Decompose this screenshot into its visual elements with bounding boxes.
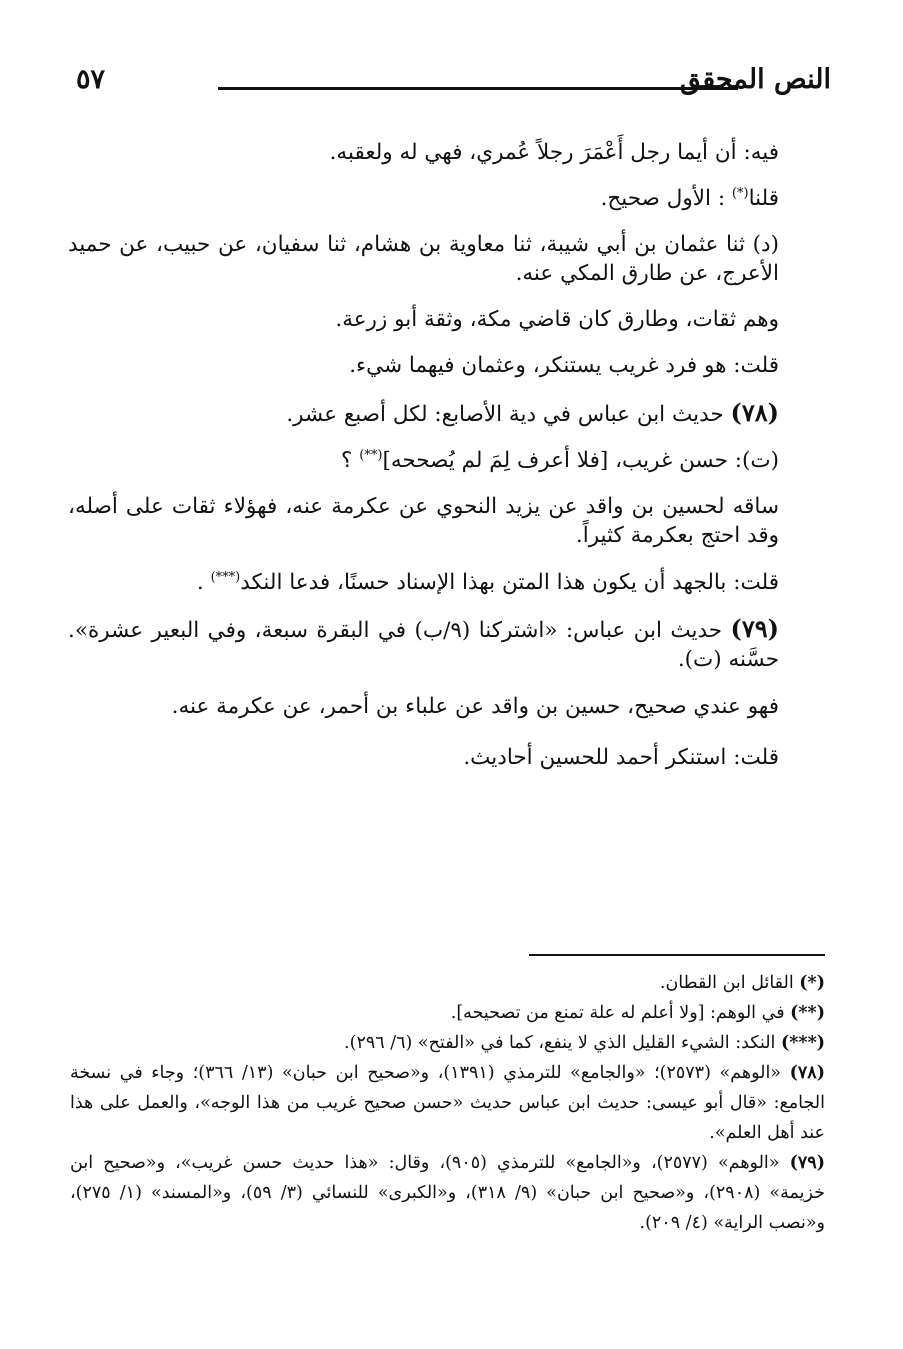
header-rule xyxy=(218,87,738,90)
footnote-3 xyxy=(70,1028,825,1058)
hadith-79 xyxy=(68,614,821,674)
footnote-ref-3: (***) xyxy=(210,569,241,585)
footnote-text: في الوهم: [ولا أعلم له علة تمنع من تصحيحه]. xyxy=(450,1003,791,1023)
paragraph-9 xyxy=(68,568,821,597)
footnotes xyxy=(70,968,825,1238)
footnote-ref-1: (*) xyxy=(731,185,749,201)
footnote-79 xyxy=(70,1148,825,1238)
hadith-79-text: حديث ابن عباس: «اشتركنا (٩/ب) في البقرة سبعة، وفي البعير عشرة». حسَّنه (ت). xyxy=(68,618,779,672)
hadith-number-79: (٧٩) xyxy=(730,614,779,643)
paragraph-7-text: (ت): حسن غريب، [فلا أعرف لِمَ لم يُصححه] xyxy=(382,448,779,473)
footnote-text: النكد: الشيء القليل الذي لا ينفع، كما في «الفتح» (٦/ ٢٩٦). xyxy=(344,1033,781,1053)
footnote-mark: (٧٨) xyxy=(789,1063,825,1083)
paragraph-2-rest: : الأول صحيح. xyxy=(600,186,732,211)
footnote-text: «الوهم» (٢٥٧٣)؛ «والجامع» للترمذي (١٣٩١)، و«صحيح ابن حبان» (١٣/ ٣٦٦)؛ وجاء في نسخة الجامع: «قال أبو عيسى: حديث ابن عباس حديث «حسن صحيح غريب من هذا الوجه»، والعمل على هذا عند أهل العلم». xyxy=(70,1063,825,1143)
paragraph-8: ساقه لحسين بن واقد عن يزيد النحوي عن عكرمة عنه، فهؤلاء ثقات على أصله، وقد احتج بعكرمة كثيراً. xyxy=(68,494,779,548)
paragraph-9-rest: . xyxy=(196,570,211,595)
hadith-78-text: حديث ابن عباس في دية الأصابع: لكل أصبع عشر. xyxy=(286,402,731,427)
running-title: النص المحقق xyxy=(679,64,831,95)
paragraph-3: (د) ثنا عثمان بن أبي شيبة، ثنا معاوية بن هشام، ثنا سفيان، عن حبيب، عن حميد الأعرج، عن طارق المكي عنه. xyxy=(68,232,779,286)
paragraph-7-rest: ؟ xyxy=(341,448,360,473)
footnote-mark: (**) xyxy=(790,1003,825,1023)
paragraph-9-text: قلت: بالجهد أن يكون هذا المتن بهذا الإسناد حسنًا، فدعا النكد xyxy=(240,570,779,595)
paragraph-2 xyxy=(68,184,821,213)
hadith-78 xyxy=(68,398,821,429)
page-header xyxy=(70,60,831,104)
hadith-number-78: (٧٨) xyxy=(730,398,779,427)
paragraph-11: فهو عندي صحيح، حسين بن واقد عن علباء بن أحمر، عن عكرمة عنه. xyxy=(171,694,779,719)
footnote-1 xyxy=(70,968,825,998)
paragraph-2-text: قلنا xyxy=(748,186,779,211)
paragraph-7 xyxy=(68,446,821,475)
paragraph-5: قلت: هو فرد غريب يستنكر، وعثمان فيهما شيء. xyxy=(349,353,779,378)
footnote-78 xyxy=(70,1058,825,1148)
footnote-mark: (***) xyxy=(780,1033,825,1053)
paragraph-12: قلت: استنكر أحمد للحسين أحاديث. xyxy=(463,745,779,770)
footnote-text: «الوهم» (٢٥٧٧)، و«الجامع» للترمذي (٩٠٥)، وقال: «هذا حديث حسن غريب»، و«صحيح ابن خزيمة» (٢٩٠٨)، و«صحيح ابن حبان» (٩/ ٣١٨)، و«الكبرى» للنسائي (٣/ ٥٩)، و«المسند» (١/ ٢٧٥)، و«نصب الراية» (٤/ ٢٠٩). xyxy=(70,1153,825,1233)
footnote-text: القائل ابن القطان. xyxy=(659,973,800,993)
footnote-mark: (٧٩) xyxy=(789,1153,825,1173)
footnote-mark: (*) xyxy=(799,973,825,993)
footnote-2 xyxy=(70,998,825,1028)
page-number: ٥٧ xyxy=(76,64,106,95)
paragraph-4: وهم ثقات، وطارق كان قاضي مكة، وثقة أبو زرعة. xyxy=(335,307,779,332)
footnote-rule xyxy=(529,954,825,956)
main-text xyxy=(68,138,821,772)
paragraph-1: فيه: أن أيما رجل أَعْمَرَ رجلاً عُمري، فهي له ولعقبه. xyxy=(329,140,779,165)
footnote-ref-2: (**) xyxy=(359,447,383,463)
